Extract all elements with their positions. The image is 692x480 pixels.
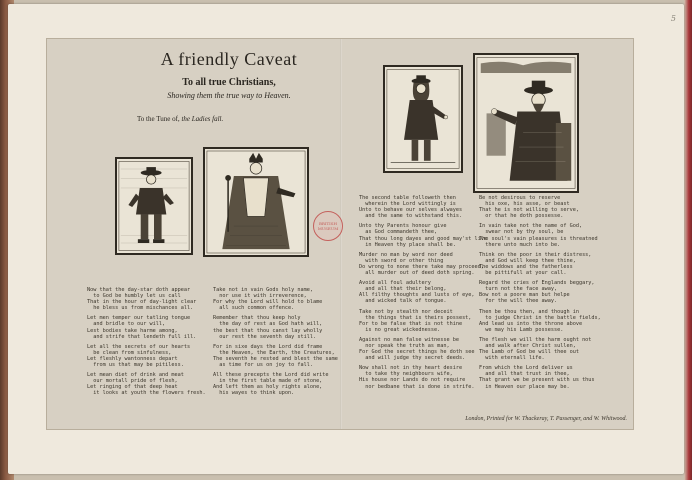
verse-line: For in sixe days the Lord did frame [213,343,323,350]
verse-line: For why the Lord will hold to blame [213,299,323,306]
verse-stanza [479,337,601,361]
woodcut-man-with-hat [383,65,463,173]
verse-line: there unto much into be. [479,241,561,248]
verse-line: Lest bodies take harme among, [87,327,178,334]
verse-line: That grant we be present with us thus [479,377,595,384]
verse-line: and God will keep thee thine, [479,257,576,264]
verse-line: our rest the seventh day still. [213,333,317,340]
verse-line: Regard the cries of Englands beggary, [479,280,595,287]
ballad-title: A friendly Caveat [160,49,298,69]
verse-line: Think on the poor in their distress, [479,251,592,258]
verse-line: Unto thy Parents honour give [359,223,447,230]
verse-line: The widdows and the fatherless [479,263,573,270]
folio-number: 5 [670,14,676,23]
verse-line: or that he doth possesse. [479,213,564,220]
verse-line: And left them as holy rights alone, [213,384,323,391]
broadside-sheet [46,38,634,430]
verse-line: Avoid all foul adultery [359,280,431,287]
verse-line: swear not by thy soul, be [479,229,564,236]
verse-stanza [359,309,487,333]
verse-line: For to be false that is not thine [359,320,463,327]
page-edge-ribbon [684,0,692,480]
verse-line: with eternall life. [479,355,545,362]
verse-line: That in the hour of day-light clear [87,299,197,306]
verse-line: the things that is theirs possest, [359,314,472,321]
verse-stanza [359,365,487,389]
verse-line: in Heaven our place may be. [479,383,570,390]
verse-line: Do wrong to none there take may proceed, [359,263,484,270]
verse-line: In vain take not the name of God, [479,223,583,230]
verse-line: From which the Lord deliver us [479,365,573,372]
verse-line: the Heaven, the Earth, the Creatures, [213,349,335,356]
verse-line: be clean from sinfulness, [87,349,172,356]
verse-line: the day of rest as God hath will, [213,321,323,328]
verse-line: Murder no man by word nor deed [359,251,453,258]
verse-stanza [213,344,338,368]
verse-line: All these precepts the Lord did write [213,372,329,379]
verse-line: all murder out of deed doth spring. [359,270,475,277]
printer-imprint: London, Printed for W. Thackeray, T. Passenger, and W. Whitwood. [465,416,627,422]
verse-line: and bridle to our will, [87,321,166,328]
verse-line: our mortall pride of flesh, [87,378,178,385]
ballad-subtitle: To all true Christians, [182,77,276,88]
verse-line: in Heaven thy place shall be. [359,241,456,248]
verse-stanza [479,309,601,333]
verse-line: Now that the day-star doth appear [87,287,191,293]
verse-stanza [479,280,601,304]
verse-line: Take not by stealth nor deceit [359,308,453,315]
verse-line: turn not the face away, [479,286,558,293]
verse-line: and all that trust in thee, [479,371,570,378]
library-stamp: BRITISH MUSEUM [313,211,343,241]
tune-name: the Ladies fall. [181,115,224,123]
verse-line: Against no man false witnesse be [359,336,459,343]
verse-line: to take thy neighbours wife, [359,371,453,378]
verse-line: Now shall not in thy heart desire [359,365,463,372]
woodcut-seated-scholar [473,53,579,193]
verse-column-3 [359,195,487,394]
verse-line: to God be humbly let us call [87,293,181,300]
verse-line: his wayes to think upon. [213,390,295,397]
verse-line: Unto to behave our selves alwayes [359,207,463,214]
verse-stanza [479,252,601,276]
verse-stanza [213,315,338,339]
verse-line: wherein the Lord wittingly is [359,201,456,208]
verse-line: All filthy thoughts and lusts of eye, [359,292,475,299]
verse-line: For God the secret things he doth see [359,349,475,356]
verse-line: The flesh we will the harm ought not [479,336,592,343]
verse-line: be pittifull at your call. [479,270,567,277]
verse-line: nor speak the truth as man, [359,342,450,349]
verse-line: as God commandeth thee, [359,229,438,236]
verse-line: That he is not willing to serve, [479,207,579,214]
verse-line: Let men temper our tatling tongue [87,315,191,322]
verse-line: in the first table made of stone, [213,378,323,385]
verse-stanza [359,252,487,276]
verse-line: we may his Lamb possesse. [479,326,564,333]
verse-line: The Lamb of God be will thee out [479,349,579,356]
ballad-subtitle-italic: Showing them the true way to Heaven. [167,91,291,100]
tune-line [137,115,317,123]
verse-line: The soul's vain pleasures is threatned [479,235,598,242]
tune-prefix: To the Tune of, [137,115,180,123]
verse-line: to judge Christ in the battle fields, [479,314,601,321]
verse-line: his oxe, his asse, or beast [479,201,570,208]
verse-stanza [479,365,601,389]
verse-line: And lead us into the throne above [479,320,583,327]
verse-stanza [479,223,601,247]
verse-line: is no great wickednesse. [359,326,441,333]
verse-column-4 [479,195,601,394]
verse-line: Remember that thou keep holy [213,315,301,322]
book-page [8,4,684,474]
verse-stanza [87,344,206,368]
verse-line: and wicked talk of tongue. [359,298,447,305]
verse-line: for the will thee away. [479,298,558,305]
verse-stanza [87,315,206,339]
verse-line: Bow not a poore man but helpe [479,292,570,299]
verse-line: he bless us from mischances all. [87,305,194,312]
verse-line: His house nor Lands do not require [359,377,466,384]
verse-column-1 [87,287,206,401]
verse-stanza [479,195,601,219]
verse-column-2 [213,287,338,401]
verse-stanza [213,372,338,396]
verse-line: The seventh he rested and blest the same [213,355,338,362]
verse-line: Be not desirous to reserve [479,195,561,201]
verse-line: and walk after Christ sullen, [479,342,576,349]
verse-stanza [213,287,338,311]
verse-line: Let ringing of that deep heat [87,384,178,391]
verse-line: with sword or other thing [359,257,444,264]
woodcut-gentleman [115,157,193,255]
verse-stanza [359,195,487,219]
verse-line: from us that may be pitiless. [87,362,184,369]
verse-line: Let fleshly wantonness depart [87,355,178,362]
verse-line: nor use it with irreverence, [213,293,307,300]
verse-line: Then be thou then, and though in [479,308,579,315]
verse-stanza [87,372,206,396]
verse-stanza [359,280,487,304]
verse-line: the best that thou canst lay wholly [213,327,323,334]
verse-stanza [359,337,487,361]
verse-line: The second table followeth then [359,195,456,201]
verse-line: nor bedbane that is done in strife. [359,383,475,390]
verse-line: That thou long dayes and good may'st live [359,235,488,242]
verse-line: Let all the secrets of our hearts [87,343,191,350]
verse-line: and strife that lendeth full ill. [87,333,197,340]
verse-line: Take not in vain Gods holy name, [213,287,313,293]
woodcut-crowned-figure [203,147,309,257]
verse-line: as time for us on joy to fall. [213,362,313,369]
verse-line: and the same to withstand this. [359,213,463,220]
verse-stanza [359,223,487,247]
verse-stanza [87,287,206,311]
verse-line: and all that their belong, [359,286,447,293]
verse-line: all such common offence. [213,305,295,312]
verse-line: and will judge thy secret deeds. [359,355,466,362]
verse-line: Let mean diet of drink and meat [87,372,184,379]
verse-line: it looks at youth the flowers fresh. [87,390,206,397]
